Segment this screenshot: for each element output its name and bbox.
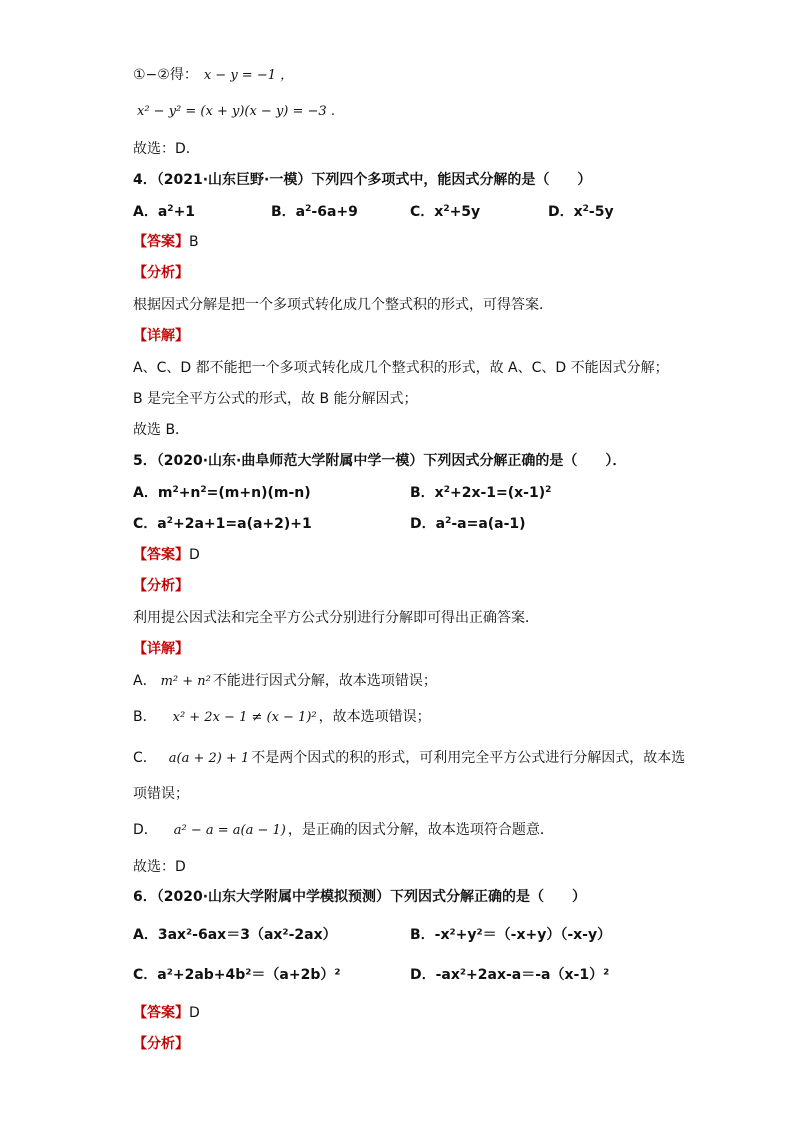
q4-detail-line-2: B 是完全平方公式的形式，故 B 能分解因式； <box>133 391 418 407</box>
q5-analysis: 利用提公因式法和完全平方公式分别进行分解即可得出正确答案． <box>133 610 539 626</box>
q5-option-a[interactable]: A．$m^2+n^2=(m+n)(m-n)$ <box>133 485 311 501</box>
q4-answer-line <box>133 233 199 251</box>
q6-answer-line <box>133 1004 200 1022</box>
q5-detail-tag: 【详解】 <box>133 641 189 657</box>
q4-answer: B <box>189 234 199 250</box>
q6-option-a[interactable]: A．3ax²-6ax＝3（ax²-2ax） <box>133 927 337 943</box>
q3-answer: 故选：D． <box>133 141 200 157</box>
step1-math: x − y = −1 ， <box>203 68 294 83</box>
q6-option-b[interactable]: B．-x²+y²＝（-x+y）（-x-y） <box>410 927 612 943</box>
q4-option-d[interactable]: D．$x^2-5y$ <box>548 204 614 220</box>
q6-stem: 6．（2020·山东大学附属中学模拟预测）下列因式分解正确的是（ ） <box>133 889 587 905</box>
q4-detail-line-1: A、C、D 都不能把一个多项式转化成几个整式积的形式，故 A、C、D 不能因式分解； <box>133 360 669 376</box>
answer-tag: 【答案】 <box>133 547 189 563</box>
q5-stem: 5．（2020·山东·曲阜师范大学附属中学一模）下列因式分解正确的是（ ）． <box>133 453 627 469</box>
q5-detail-d: D． a² − a = a(a − 1) ，是正确的因式分解，故本选项符合题意． <box>133 822 554 838</box>
q5-detail-b: B． x² + 2x − 1 ≠ (x − 1)² ，故本选项错误； <box>133 709 431 725</box>
step2-math: x² − y² = (x + y)(x − y) = −3 . <box>137 104 335 119</box>
q5-option-b[interactable]: B．$x^2+2x-1=(x-1)^2$ <box>410 485 552 501</box>
q5-option-c[interactable]: C．$a^2+2a+1=a(a+2)+1$ <box>133 516 312 532</box>
q5-answer: D <box>189 547 200 563</box>
q5-final: 故选：D <box>133 859 186 875</box>
q6-option-d[interactable]: D．-ax²+2ax-a＝-a（x-1）² <box>410 967 610 983</box>
q5-detail-c-cont: 项错误； <box>133 786 189 802</box>
q6-answer: D <box>189 1005 200 1021</box>
q4-detail-line-3: 故选 B． <box>133 422 190 438</box>
q4-option-b[interactable]: B．$a^2-6a+9$ <box>271 204 358 220</box>
q4-analysis: 根据因式分解是把一个多项式转化成几个整式积的形式，可得答案． <box>133 297 553 313</box>
q6-analysis-tag: 【分析】 <box>133 1036 189 1052</box>
q4-stem: 4．（2021·山东巨野·一模）下列四个多项式中，能因式分解的是（ ） <box>133 172 592 188</box>
q5-answer-line <box>133 546 200 564</box>
step1-line <box>133 66 293 85</box>
q4-option-c[interactable]: C．$x^2+5y$ <box>410 204 481 220</box>
q5-detail-c: C． a(a + 2) + 1 不是两个因式的积的形式，可利用完全平方公式进行分解因式，故本选 <box>133 750 686 766</box>
answer-tag: 【答案】 <box>133 234 189 250</box>
q4-analysis-tag: 【分析】 <box>133 265 189 281</box>
q5-analysis-tag: 【分析】 <box>133 578 189 594</box>
q6-option-c[interactable]: C．a²+2ab+4b²＝（a+2b）² <box>133 967 341 983</box>
q5-option-d[interactable]: D．$a^2-a=a(a-1)$ <box>410 516 526 532</box>
step1-prefix: ①−②得： <box>133 67 198 83</box>
q4-option-a[interactable]: A．$a^2+1$ <box>133 204 196 220</box>
answer-tag: 【答案】 <box>133 1005 189 1021</box>
q5-detail-a: A． m² + n² 不能进行因式分解，故本选项错误； <box>133 673 437 689</box>
q4-detail-tag: 【详解】 <box>133 328 189 344</box>
